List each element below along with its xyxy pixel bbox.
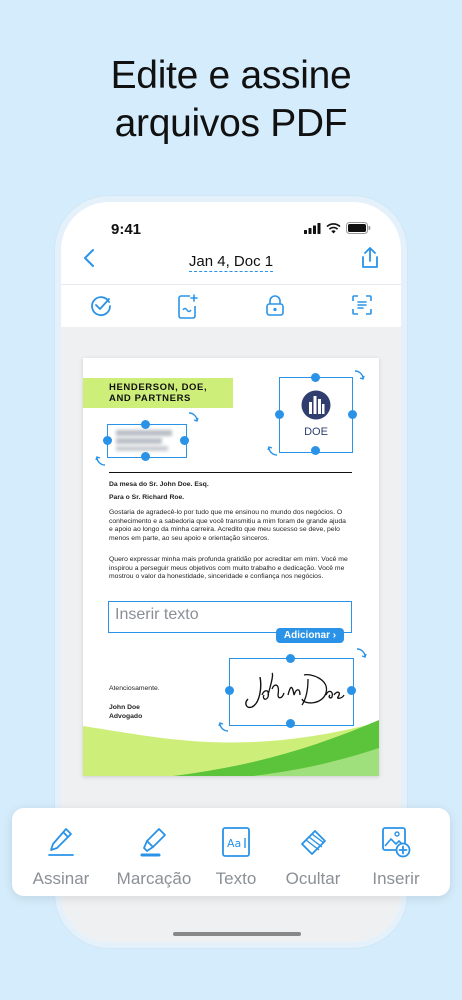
footer-wave-decoration <box>83 718 379 776</box>
status-icons <box>304 222 371 234</box>
home-indicator <box>173 932 301 936</box>
wifi-icon <box>326 223 341 234</box>
scan-text-icon <box>351 294 373 316</box>
header-divider <box>109 472 352 473</box>
resize-handle[interactable] <box>141 420 150 429</box>
signer-name: John Doe <box>109 704 140 711</box>
resize-handle[interactable] <box>311 373 320 382</box>
resize-handle[interactable] <box>286 654 295 663</box>
pen-sign-icon <box>46 826 76 858</box>
resize-handle[interactable] <box>103 436 112 445</box>
tool-label: Ocultar <box>285 869 341 888</box>
text-box-icon <box>221 826 251 858</box>
chevron-right-icon: › <box>332 630 337 641</box>
blurred-address-line <box>116 430 172 436</box>
rotate-handle-icon[interactable] <box>187 410 201 424</box>
headline-line-1: Edite e assine <box>110 54 352 97</box>
insert-image-icon <box>381 826 411 858</box>
document-title-text[interactable]: Jan 4, Doc 1 <box>188 253 274 270</box>
closing-line: Atenciosamente. <box>109 685 160 692</box>
navbar <box>61 240 401 282</box>
resize-handle[interactable] <box>225 686 234 695</box>
tool-ocultar[interactable] <box>278 826 348 889</box>
tool-label: Assinar <box>32 869 90 888</box>
firm-name-line-1: HENDERSON, DOE, <box>109 382 208 393</box>
letter-paragraph-2: Quero expressar minha mais profunda gratidão por acreditar em mim. Você me inspirou a perseguir meus objetivos com muito trabalho e dedicação. Você me mostrou o valor da honestidade, sinceridade e confiança nos negócios. <box>109 556 348 581</box>
rotate-handle-icon[interactable] <box>93 454 107 468</box>
company-logo-icon <box>301 390 331 420</box>
rotate-handle-icon[interactable] <box>355 646 369 660</box>
document-title[interactable] <box>61 253 401 270</box>
signer-title: Advogado <box>109 713 143 720</box>
add-text-button-label: Adicionar <box>283 630 330 641</box>
letter-paragraph-1: Gostaria de agradecê-lo por tudo que me ensinou no mundo dos negócios. O conhecimento e a sabedoria que você transmitiu a mim foram de grande ajuda e apoio ao longo da minha carreira. Acredito que meu sucesso se deve, pelo menos em parte, ao seu apoio e orientação sinceros. <box>109 509 346 542</box>
handwritten-signature <box>238 669 346 715</box>
bottom-toolbar <box>12 808 450 896</box>
svg-text:Aa: Aa <box>227 837 242 850</box>
firm-name-banner <box>83 378 233 408</box>
resize-handle[interactable] <box>348 410 357 419</box>
tool-label: Inserir <box>372 869 420 888</box>
tool-texto[interactable] <box>208 826 264 889</box>
firm-name-line-2: AND PARTNERS <box>109 393 191 404</box>
scan-text-button[interactable] <box>351 294 373 321</box>
add-text-button[interactable] <box>276 628 344 643</box>
marker-icon <box>139 826 169 858</box>
headline-line-2: arquivos PDF <box>114 102 348 145</box>
document-page[interactable] <box>83 358 379 776</box>
signature-selection-box[interactable] <box>229 658 354 726</box>
share-icon <box>359 246 381 270</box>
check-circle-icon <box>89 294 113 318</box>
tool-inserir[interactable] <box>364 826 428 889</box>
status-time: 9:41 <box>111 221 142 238</box>
lock-button[interactable] <box>264 294 286 323</box>
battery-icon <box>346 222 371 234</box>
top-toolbar <box>61 284 401 328</box>
headline <box>0 52 462 148</box>
tool-label: Marcação <box>116 869 192 888</box>
rotate-handle-icon[interactable] <box>265 444 279 458</box>
eraser-icon <box>298 826 328 858</box>
insert-text-placeholder: Inserir texto <box>115 606 199 623</box>
signal-icon <box>304 223 321 234</box>
resize-handle[interactable] <box>311 446 320 455</box>
from-line: Da mesa do Sr. John Doe. Esq. <box>109 481 209 488</box>
blurred-address-line <box>116 438 162 444</box>
resize-handle[interactable] <box>275 410 284 419</box>
logo-selection-box[interactable] <box>279 377 353 453</box>
tool-assinar[interactable] <box>26 826 96 889</box>
rotate-handle-icon[interactable] <box>353 368 367 382</box>
blurred-address-line <box>116 446 168 451</box>
add-page-icon <box>177 294 199 320</box>
done-button[interactable] <box>89 294 113 323</box>
tool-marcacao[interactable] <box>112 826 196 889</box>
resize-handle[interactable] <box>141 452 150 461</box>
to-line: Para o Sr. Richard Roe. <box>109 494 185 501</box>
share-button[interactable] <box>359 246 381 275</box>
resize-handle[interactable] <box>347 686 356 695</box>
add-page-button[interactable] <box>177 294 199 325</box>
resize-handle[interactable] <box>180 436 189 445</box>
tool-label: Texto <box>215 869 257 888</box>
logo-text: DOE <box>304 426 328 438</box>
lock-icon <box>264 294 286 318</box>
